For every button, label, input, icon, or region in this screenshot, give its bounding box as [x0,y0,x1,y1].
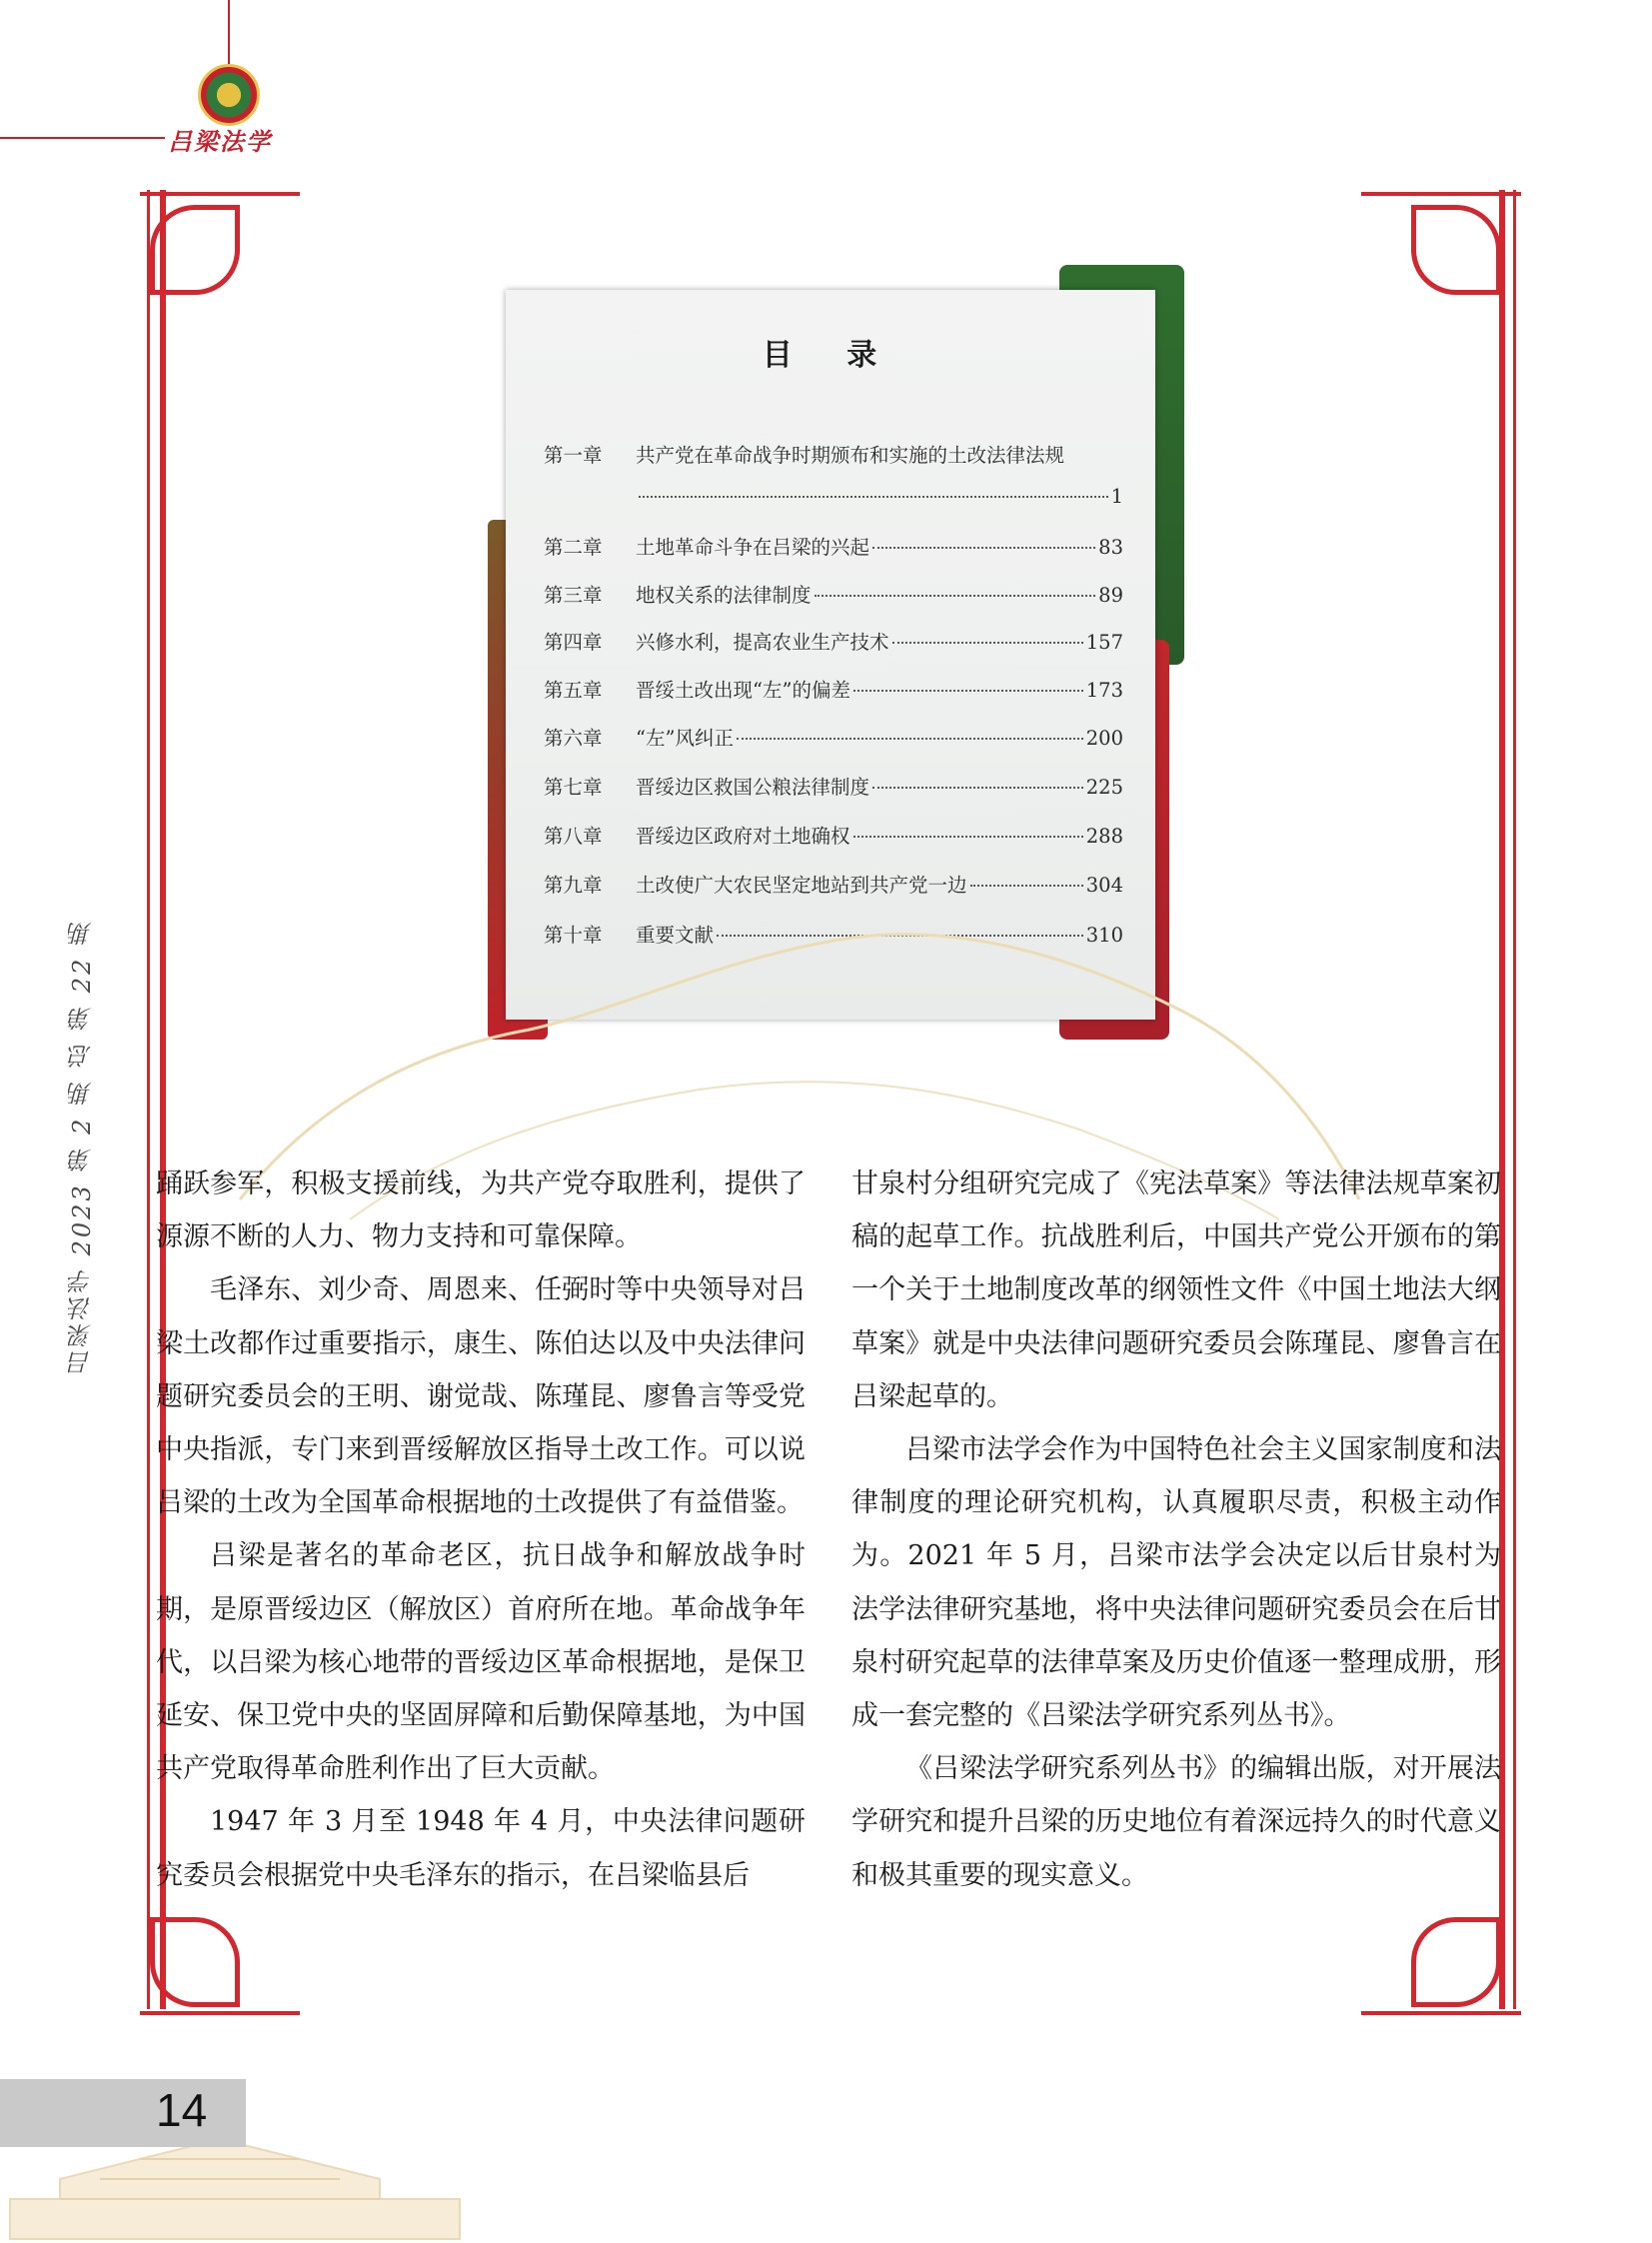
paragraph: 甘泉村分组研究完成了《宪法草案》等法律法规草案初稿的起草工作。抗战胜利后，中国共产党公开颁布的第一个关于土地制度改革的纲领性文件《中国土地法大纲草案》就是中央法律问题研究委员会陈瑾昆、廖鲁言在吕梁起草的。 [851,1168,1501,1412]
paragraph: 《吕梁法学研究系列丛书》的编辑出版，对开展法学研究和提升吕梁的历史地位有着深远持久的时代意义和极其重要的现实意义。 [851,1753,1501,1891]
toc-row: 第五章 晋绥土改出现“左”的偏差 173 [544,679,1123,702]
paragraph: 毛泽东、刘少奇、周恩来、任弼时等中央领导对吕梁土改都作过重要指示，康生、陈伯达以及中央法律问题研究委员会的王明、谢觉哉、陈瑾昆、廖鲁言等受党中央指派，专门来到晋绥解放区指导土改工作。可以说吕梁的土改为全国革命根据地的土改提供了有益借鉴。 [156,1274,806,1519]
paragraph: 踊跃参军，积极支援前线，为共产党夺取胜利，提供了源源不断的人力、物力支持和可靠保障。 [156,1168,806,1253]
toc-row: 第十章 重要文献 310 [544,924,1123,947]
toc-title: 目 录 [762,338,899,373]
toc-row: 第四章 兴修水利，提高农业生产技术 157 [544,631,1123,654]
toc-row: 第二章 土地革命斗争在吕梁的兴起 83 [544,536,1123,559]
page-number-bar [0,2079,246,2147]
right-column [851,1157,1501,1902]
logo-text: 吕梁法学 [168,127,272,156]
page-number: 14 [156,2084,208,2136]
paragraph: 1947 年 3 月至 1948 年 4 月，中央法律问题研究委员会根据党中央毛泽东的指示，在吕梁临县后 [156,1806,806,1891]
toc-row: 第一章 共产党在革命战争时期颁布和实施的土改法律法规 [544,444,1065,467]
paragraph: 吕梁市法学会作为中国特色社会主义国家制度和法律制度的理论研究机构，认真履职尽责，积极主动作为。2021 年 5 月，吕梁市法学会决定以后甘泉村为法学法律研究基地，将中央法律问题研究委员会在后甘泉村研究起草的法律草案及历史价值逐一整理成册，形成一套完整的《吕梁法学研究系列丛书》。 [851,1434,1501,1732]
corner-ornament-icon [150,1917,240,2007]
left-column [156,1157,806,1902]
corner-ornament-icon [1411,1917,1501,2007]
paragraph: 吕梁是著名的革命老区，抗日战争和解放战争时期，是原晋绥边区（解放区）首府所在地。革命战争年代，以吕梁为核心地带的晋绥边区革命根据地，是保卫延安、保卫党中央的坚固屏障和后勤保障基地，为中国共产党取得革命胜利作出了巨大贡献。 [156,1540,806,1785]
toc-row: 第七章 晋绥边区救国公粮法律制度 225 [544,776,1123,799]
toc-row: 第八章 晋绥边区政府对土地确权 288 [544,825,1123,848]
spine-issue-text: 吕梁法学 2023 第 2 期 总 第 22 期 [68,919,96,1374]
toc-row: 第九章 土改使广大农民坚定地站到共产党一边 304 [544,874,1123,897]
toc-row: 第三章 地权关系的法律制度 89 [544,584,1123,607]
corner-ornament-icon [150,205,240,295]
toc-row: 1 [636,485,1123,515]
corner-ornament-icon [1411,205,1501,295]
toc-row: 第六章 “左”风纠正 200 [544,727,1123,750]
